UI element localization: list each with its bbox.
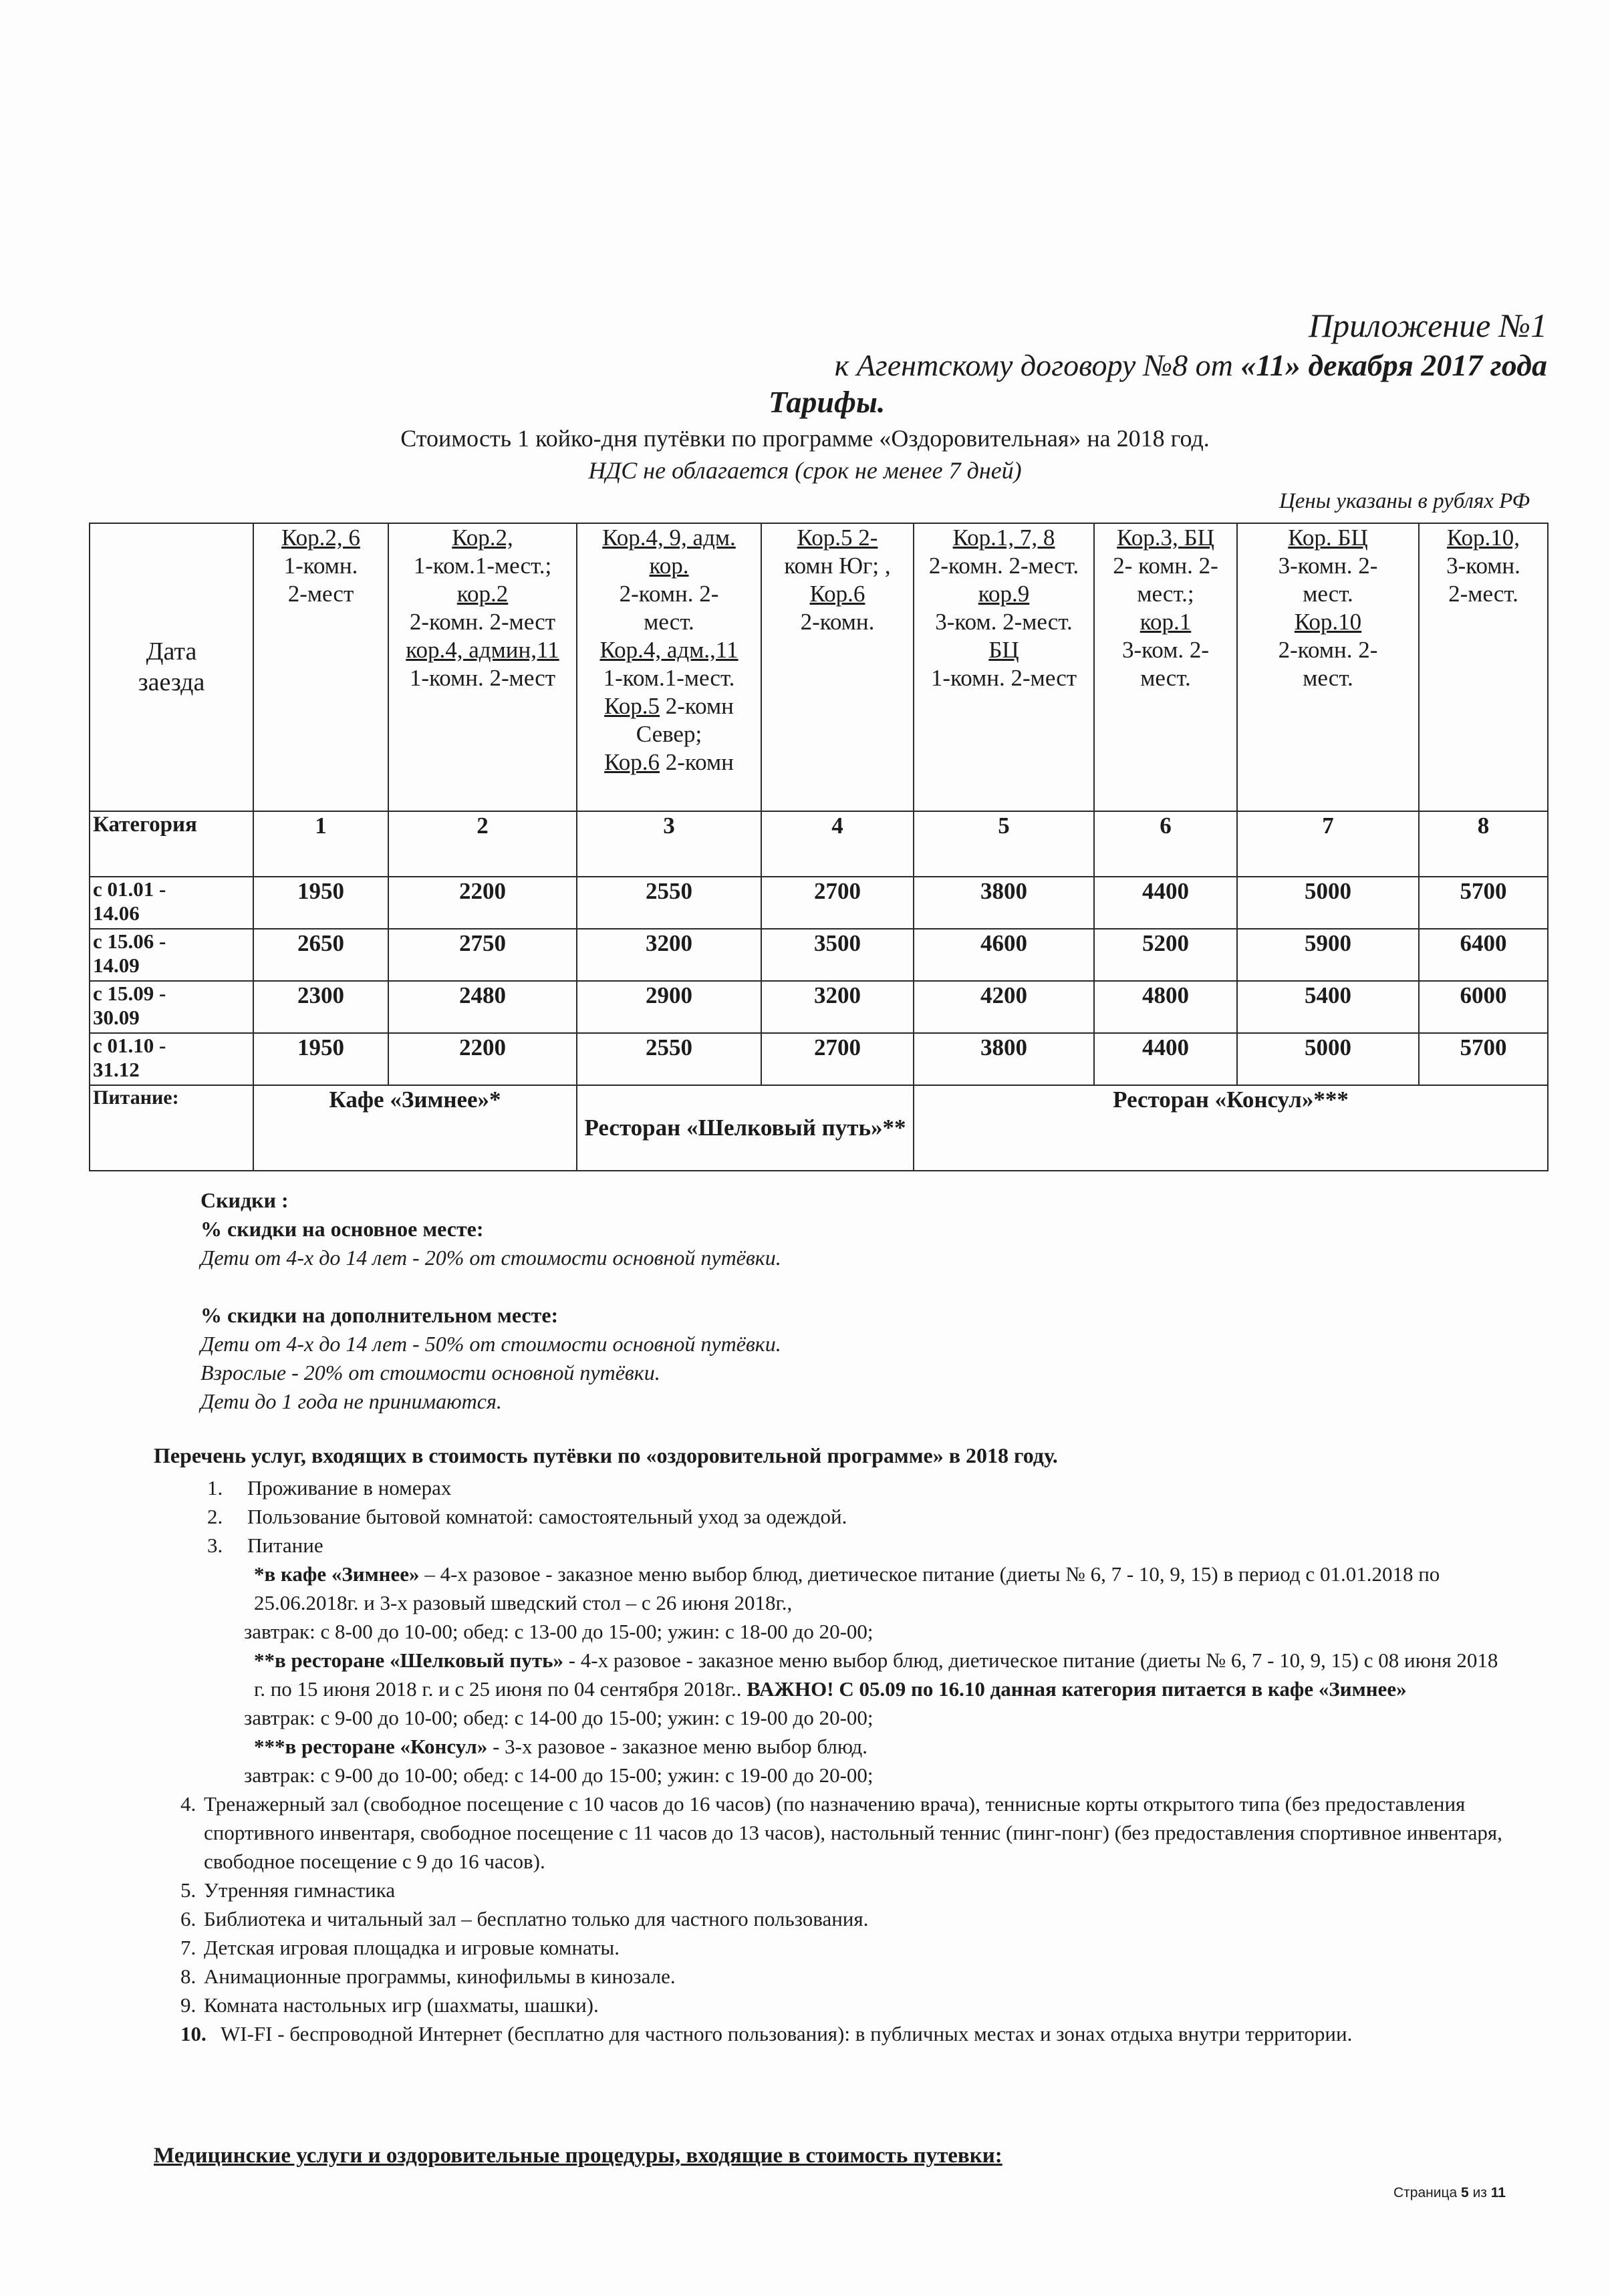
list-item: 6. Библиотека и читальный зал – бесплатно только для частного пользования. [180,1907,869,1930]
food-cafe-zimnee: Кафе «Зимнее»* [253,1085,577,1171]
column-header-line: Кор.2, 6 [281,525,360,551]
column-header-line: 2-комн. 2-мест. [928,553,1079,579]
column-header-line: Кор.5 [604,693,660,719]
price-cell: 5700 [1419,877,1548,929]
list-item: 1. Проживание в номерах [207,1476,452,1499]
column-header-line: Кор.10, [1446,525,1520,551]
column-header-line: 1-комн. 2-мест [409,665,556,691]
price-cell: 2200 [388,877,577,929]
column-header-line: Кор.4, адм.,11 [599,637,739,663]
price-cell: 4400 [1094,877,1237,929]
food-row [90,1085,1548,1171]
discounts-title: Скидки : [200,1188,289,1212]
table-row [90,1033,1548,1085]
price-cell: 5000 [1237,877,1419,929]
column-header-line: Кор.5 2- [797,525,878,551]
currency-note: Цены указаны в рублях РФ [1279,489,1530,513]
food-consul: Ресторан «Консул»*** [914,1085,1548,1171]
column-header-line: Кор.6 [809,581,865,607]
category-cell: 5 [914,811,1094,877]
period-cell: с 01.01 - 14.06 [90,877,253,929]
price-cell: 6000 [1419,981,1548,1033]
column-header-line: мест. [1303,665,1353,691]
list-item: 10. WI-FI - беспроводной Интернет (бесплатно для частного пользования): в публичных местах и зонах отдыха внутри территории. [180,2022,1353,2045]
period-cell: с 01.10 - 31.12 [90,1033,253,1085]
column-header-line: 1-ком.1-мест. [603,665,735,691]
contract-prefix: к Агентскому договору №8 от [834,348,1241,382]
column-header [914,523,1094,811]
price-cell: 3800 [914,877,1094,929]
price-cell: 4200 [914,981,1094,1033]
column-header-line: мест. [1303,581,1353,607]
list-item: 5. Утренняя гимнастика [180,1878,396,1902]
main-place-discount-item: Дети от 4-х до 14 лет - 20% от стоимости основной путёвки. [200,1246,781,1270]
silk-road-details: **в ресторане «Шелковый путь» - 4-х разовое - заказное меню выбор блюд, диетическое питание (диеты № 6, 7 - 10, 9, 15) с 08 июня 2018 г. по 15 июня 2018 г. и с 25 июня по 04 сентября 2018г.. ВАЖНО! С 05.09 по 16.10 данная категория питается в кафе «Зимнее» [254,1648,1498,1701]
list-item: 9. Комната настольных игр (шахматы, шашки). [180,1993,599,2017]
column-header-line: 1-комн. 2-мест [930,665,1077,691]
column-header-line: Кор. БЦ [1288,525,1368,551]
medical-services-title: Медицинские услуги и оздоровительные процедуры, входящие в стоимость путевки: [154,2144,1002,2168]
column-header-line: кор.4, админ,11 [406,637,559,663]
extra-place-discount-item: Дети от 4-х до 14 лет - 50% от стоимости основной путёвки. [200,1332,781,1356]
column-header-line: БЦ [988,637,1019,663]
table-row [90,929,1548,981]
cafe-zimnee-hours: завтрак: с 8-00 до 10-00; обед: с 13-00 до 15-00; ужин: с 18-00 до 20-00; [244,1620,874,1643]
price-cell: 3200 [577,929,761,981]
category-cell: 4 [761,811,914,877]
list-item: 7. Детская игровая площадка и игровые комнаты. [180,1936,620,1959]
price-cell: 2750 [388,929,577,981]
price-cell: 2200 [388,1033,577,1085]
consul-hours: завтрак: с 9-00 до 10-00; обед: с 14-00 до 15-00; ужин: с 19-00 до 20-00; [244,1763,874,1787]
price-cell: 6400 [1419,929,1548,981]
column-header [1237,523,1419,811]
column-header-line: 2-комн. 2- [619,581,719,607]
price-cell: 3200 [761,981,914,1033]
appendix-number: Приложение №1 [1309,307,1547,344]
column-header-line: 3-ком. 2- [1121,637,1210,663]
column-header-line: 2-мест [287,581,354,607]
list-item: 4. Тренажерный зал (свободное посещение с 10 часов до 16 часов) (по назначению врача), теннисные корты открытого типа (без предоставления спортивного инвентаря, свободное посещение с 11 часов до 13 часов), настольный теннис (пинг-понг) (без предоставления спортивное инвентаря, свободное посещение с 9 до 16 часов). [180,1792,1502,1873]
cafe-zimnee-details: *в кафе «Зимнее» – 4-х разовое - заказное меню выбор блюд, диетическое питание (диеты № 6, 7 - 10, 9, 15) в период с 01.01.2018 по 25.06.2018г. и 3-х разовый шведский стол – с 26 июня 2018г., [254,1562,1440,1614]
list-item: 2. Пользование бытовой комнатой: самостоятельный уход за одеждой. [207,1505,847,1528]
food-label: Питание: [90,1085,253,1171]
column-header-line: Кор.6 [604,749,660,775]
column-header-line: кор.9 [978,581,1030,607]
column-header [761,523,914,811]
column-header-line: 2-комн. [800,609,875,635]
price-cell: 5200 [1094,929,1237,981]
price-cell: 3500 [761,929,914,981]
category-cell: 6 [1094,811,1237,877]
column-header-line: мест. [644,609,694,635]
price-cell: 4400 [1094,1033,1237,1085]
vat-note: НДС не облагается (срок не менее 7 дней) [588,457,1022,484]
column-header [1094,523,1237,811]
price-cell: 5700 [1419,1033,1548,1085]
list-item: 3. Питание [207,1534,323,1557]
consul-details: ***в ресторане «Консул» - 3-х разовое - заказное меню выбор блюд. [254,1735,867,1758]
column-header-line: 3-комн. [1446,553,1520,579]
table-row [90,981,1548,1033]
column-header-line: 2- комн. 2- [1113,553,1218,579]
extra-place-discount-title: % скидки на дополнительном месте: [200,1303,559,1327]
price-cell: 2700 [761,1033,914,1085]
extra-place-discount-item: Дети до 1 года не принимаются. [200,1389,502,1413]
column-header-line: Север; [636,721,702,747]
column-header-line: кор.2 [456,581,509,607]
contract-reference [835,347,1547,383]
services-title: Перечень услуг, входящих в стоимость путёвки по «оздоровительной программе» в 2018 году. [154,1443,1058,1467]
column-header-line: кор.1 [1139,609,1192,635]
column-header [253,523,388,811]
price-cell: 4800 [1094,981,1237,1033]
column-header-line: 2-комн. 2- [1278,637,1378,663]
price-cell: 1950 [253,877,388,929]
price-cell: 2550 [577,1033,761,1085]
category-row [90,811,1548,877]
discounts-section [200,1186,781,1416]
price-cell: 2300 [253,981,388,1033]
category-cell: 1 [253,811,388,877]
column-header-line: мест.; [1137,581,1194,607]
tariff-table [89,523,1549,1171]
column-header-line: 3-комн. 2- [1278,553,1378,579]
price-cell: 2900 [577,981,761,1033]
page-number: Страница 5 из 11 [1393,2185,1506,2200]
price-cell: 5900 [1237,929,1419,981]
column-header-line: Кор.10 [1294,609,1362,635]
column-header [1419,523,1548,811]
column-header [388,523,577,811]
category-label: Категория [90,811,253,877]
extra-place-discount-item: Взрослые - 20% от стоимости основной путёвки. [200,1360,660,1385]
silk-road-hours: завтрак: с 9-00 до 10-00; обед: с 14-00 до 15-00; ужин: с 19-00 до 20-00; [244,1706,874,1729]
column-header-line: кор. [649,553,689,579]
column-header-line: 1-комн. [283,553,358,579]
period-cell: с 15.09 - 30.09 [90,981,253,1033]
list-item: 8. Анимационные программы, кинофильмы в кинозале. [180,1965,676,1988]
column-header-line: 1-ком.1-мест.; [413,553,552,579]
price-cell: 2700 [761,877,914,929]
main-place-discount-title: % скидки на основное месте: [200,1217,484,1241]
column-header-line: 2-комн. 2-мест [409,609,556,635]
category-cell: 3 [577,811,761,877]
services-list [180,1473,1510,2048]
column-header-line: мест. [1140,665,1191,691]
column-header: Кор.4, 9, адм. кор. 2-комн. 2- мест. Кор.4, адм.,11 1-ком.1-мест. Кор.5 2-комн Север; Кор.6 2-комн [577,523,761,811]
price-cell: 3800 [914,1033,1094,1085]
price-cell: 4600 [914,929,1094,981]
category-cell: 2 [388,811,577,877]
category-cell: 8 [1419,811,1548,877]
column-header-line: комн Юг; , [784,553,891,579]
column-header-line: Кор.1, 7, 8 [952,525,1055,551]
header-row [90,523,1548,811]
column-header-line: Кор.3, БЦ [1117,525,1214,551]
category-cell: 7 [1237,811,1419,877]
price-cell: 2480 [388,981,577,1033]
contract-date: «11» декабря 2017 года [1240,348,1547,382]
page-title: Тарифы. [769,385,886,419]
price-cell: 5000 [1237,1033,1419,1085]
date-header: Дата заезда [90,523,253,811]
period-cell: с 15.06 - 14.09 [90,929,253,981]
column-header-line: 3-ком. 2-мест. [935,609,1073,635]
food-silk-road: Ресторан «Шелковый путь»** [577,1085,914,1171]
column-header-line: Кор.4, 9, адм. [602,525,736,551]
column-header-line: 2-мест. [1448,581,1518,607]
column-header-line: Кор.2, [452,525,513,551]
price-cell: 2650 [253,929,388,981]
subtitle: Стоимость 1 койко-дня путёвки по программе «Оздоровительная» на 2018 год. [400,425,1210,452]
table-row [90,877,1548,929]
price-cell: 2550 [577,877,761,929]
price-cell: 5400 [1237,981,1419,1033]
price-cell: 1950 [253,1033,388,1085]
